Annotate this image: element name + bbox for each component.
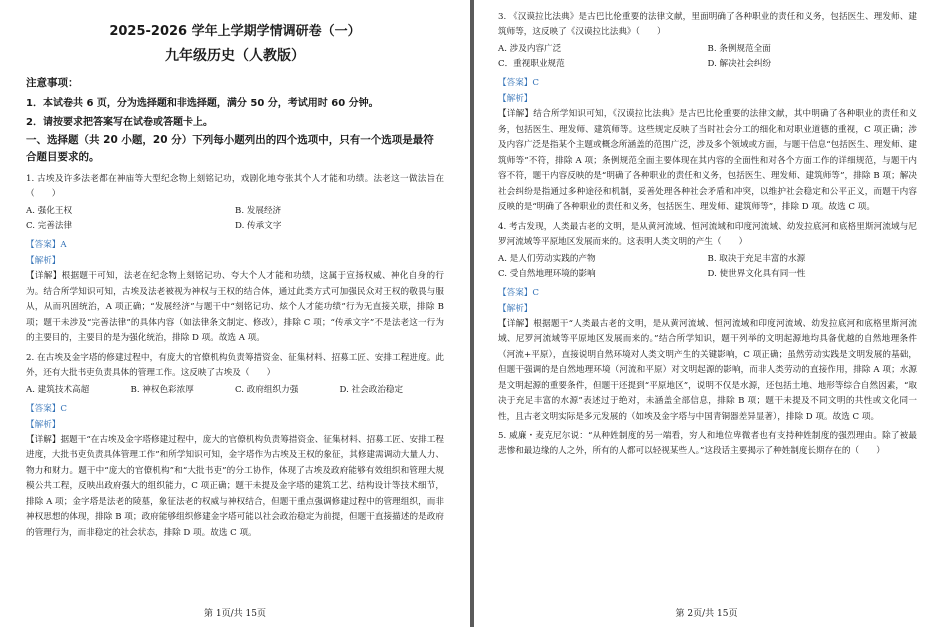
note-2: 2．请按要求把答案写在试卷或答题卡上。 <box>26 117 213 128</box>
option-c: C．重视职业规范 <box>498 59 565 69</box>
question-2-analysis-label: 【解析】 <box>26 419 61 430</box>
question-4-answer: 【答案】C <box>498 287 539 298</box>
notes-title: 注意事项： <box>26 77 79 89</box>
question-3-answer: 【答案】C <box>498 78 539 88</box>
page-footer: 第 2页/共 15页 <box>675 609 738 619</box>
question-1-options <box>26 204 444 234</box>
option-d: D. 解决社会纠纷 <box>707 59 772 69</box>
question-1-detail: 【详解】根据题干可知，法老在纪念物上刻铭记功、夸大个人才能和功绩，这属于宣扬权威、神化自身的行为。结合所学知识可知，古埃及法老被视为神权与王权的结合体，通过此类方式可加强民众对王权的敬畏与服从，从而巩固统治，A 项正确；“发展经济”与题干中“刻铭记功、炫个人才能功绩”行为无直接关联，排除 B 项；题干未涉及“完善法律”的具体内容（如法律条文制定、修改），排除 C 项；“传承文字”不是法老这一行为的主要目的，主要目的是为强化统治，排除 D 项。故选 A 项。 <box>26 271 444 343</box>
question-4-stem: 4. 考古发现，人类最古老的文明，是从黄河流域、恒河流域和印度河流域、幼发拉底河和底格里斯河流域与尼罗河流域等平原地区发展而来的。这表明人类文明的产生（ ） <box>498 221 917 247</box>
option-c: C. 政府组织力强 <box>235 384 299 395</box>
question-5-stem: 5. 威廉・麦克尼尔说：“从种姓制度的另一端看，穷人和地位卑微者也有支持种姓制度的强烈理由。除了被最悲惨和最边缘的人之外，所有的人都可以轻视某些人。”这段话主要揭示了种姓制度长期存在的（ ） <box>498 431 917 456</box>
option-d: D. 社会政治稳定 <box>339 384 404 395</box>
option-d: D. 使世界文化具有同一性 <box>707 268 806 279</box>
question-1-analysis-label: 【解析】 <box>26 256 61 266</box>
option-b: B. 条例规范全面 <box>707 44 771 54</box>
option-d: D. 传承文字 <box>235 221 282 231</box>
document-page-2 <box>474 0 939 627</box>
page-footer: 第 1页/共 15页 <box>204 609 266 619</box>
option-b: B. 取决于充足丰富的水源 <box>707 253 806 264</box>
page-title: 2025-2026 学年上学期学情调研卷（一） <box>109 24 361 39</box>
section-heading: 一、选择题（共 20 小题，20 分）下列每小题列出的四个选项中，只有一个选项是最符合题目要求的。 <box>26 134 434 163</box>
option-c: C. 完善法律 <box>26 221 73 231</box>
question-2-options <box>26 383 444 398</box>
option-a: A. 是人们劳动实践的产物 <box>498 253 596 264</box>
question-1-stem: 1. 古埃及许多法老都在神庙等大型纪念物上刻铭记功，戏剧化地夸张其个人才能和功绩。法老这一做法旨在（ ） <box>26 174 444 199</box>
question-3-detail: 【详解】结合所学知识可知，《汉谟拉比法典》是古巴比伦重要的法律文献，其中明确了各种职业的责任和义务，包括医生、理发师、建筑师等。这些规定反映了当时社会分工的细化和对职业道德的重视，C 项正确；涉及内容广泛是指某个主题或概念所涵盖的范围广泛，涉及多个领域或方面，与题干信息“包括医生、理发师、建筑师等”不符，排除 A 项；条例规范全面主要体现在其内容的全面性和对各个方面工作的详细规范，与题干内容不符，题干内容反映的是“明确了各种职业的责任和义务，包括医生、理发师、建筑师等”，排除 B 项；解决社会纠纷是指通过多种途径和机制，妥善处理各种社会矛盾和冲突，以维护社会稳定和公平正义，而题干内容反映的是“明确了各种职业的责任和义务，包括医生、理发师、建筑师等”，排除 D 项。故选 C 项。 <box>498 109 917 212</box>
option-b: B. 神权色彩浓厚 <box>130 384 194 395</box>
question-4-analysis-label: 【解析】 <box>498 303 533 314</box>
question-2-stem: 2. 在古埃及金字塔的修建过程中，有庞大的官僚机构负责筹措资金、征集材料、招募工匠、安排工程进度。此外，还有大批书吏负责具体的管理工作。这反映了古埃及（ ） <box>26 352 444 378</box>
page-subtitle: 九年级历史（人教版） <box>165 48 305 64</box>
question-2-answer: 【答案】C <box>26 403 67 414</box>
option-b: B. 发展经济 <box>235 206 282 216</box>
option-a: A. 涉及内容广泛 <box>498 44 562 54</box>
note-1: 1．本试卷共 6 页，分为选择题和非选择题，满分 50 分，考试用时 60 分钟。 <box>26 98 379 109</box>
question-4-detail: 【详解】根据题干“人类最古老的文明，是从黄河流域、恒河流域和印度河流域、幼发拉底河和底格里斯河流域、尼罗河流域等平原地区发展而来的。”结合所学知识，题干列举的文明起源地均具备优越的自然地理条件（河流+平原），直接说明自然环境对人类文明产生的关键影响，C 项正确；虽然劳动实践是文明发展的基础，但题干强调的是自然地理环境（河流和平原）对文明起源的影响，而非人类劳动的直接作用，排除 A 项；水源是文明起源的重要条件，但题干还提到“平原地区”，说明不仅是水源，还包括土地、地形等综合自然因素，“取决于充足丰富的水源”表述过于绝对，未涵盖全部信息，排除 B 项；题干未提及不同文明的共性或文化同一性，且古老文明实际是多元发展的（如埃及金字塔与中国青铜器差异显著），排除 D 项。故选 C 项。 <box>498 318 917 422</box>
option-a: A. 强化王权 <box>26 206 73 216</box>
option-a: A. 建筑技术高超 <box>26 384 90 395</box>
option-c: C. 受自然地理环境的影响 <box>498 268 596 279</box>
question-2-detail: 【详解】据题干“在古埃及金字塔修建过程中，庞大的官僚机构负责筹措资金、征集材料、招募工匠、安排工程进度，大批书吏负责具体管理工作”和所学知识可知，金字塔作为古埃及王权的象征，其修建需调动大量人力、物力和财力。题干中“庞大的官僚机构”和“大批书吏”的分工协作，体现了古埃及政府能够有效组织和管理大规模公共工程，反映出政府强大的组织能力，C 项正确；题干未提及金字塔的建筑工艺、结构设计等技术细节，排除 A 项；金字塔是法老的陵墓，象征法老的权威与神权结合，但题干重点强调修建过程中的管理组织，而非神权思想的体现，排除 B 项；政府能够组织修建金字塔可能以社会政治稳定为前提，但题干直接描述的是政府的管理行为，而非稳定的社会状态，排除 D 项。故选 C 项。 <box>26 434 444 538</box>
question-3-analysis-label: 【解析】 <box>498 94 533 104</box>
question-1-answer: 【答案】A <box>26 240 67 250</box>
question-3-stem: 3. 《汉谟拉比法典》是古巴比伦重要的法律文献，里面明确了各种职业的责任和义务，包括医生、理发师、建筑师等，这反映了《汉谟拉比法典》（ ） <box>498 12 917 37</box>
question-4-options <box>498 252 917 282</box>
question-3-options <box>498 42 917 72</box>
